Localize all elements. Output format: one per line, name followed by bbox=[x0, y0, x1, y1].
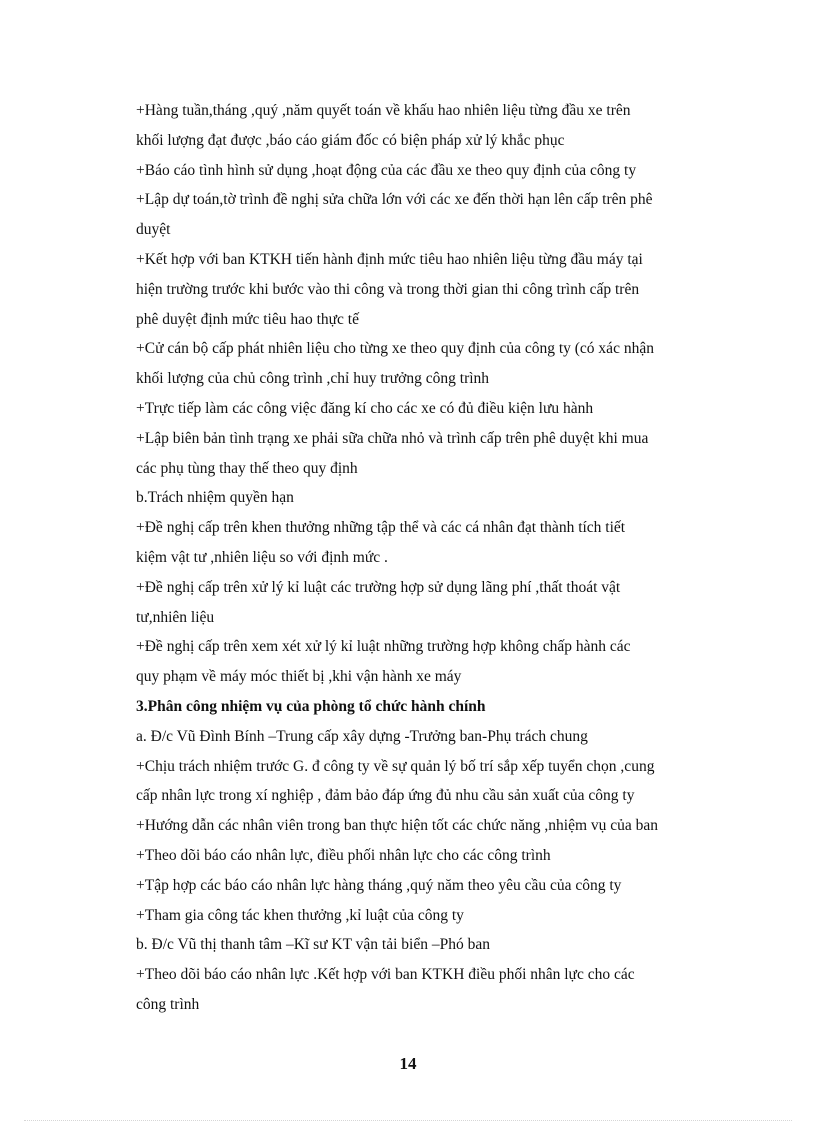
text-line: khối lượng của chủ công trình ,chỉ huy trưởng công trình bbox=[136, 370, 490, 388]
text-line: khối lượng đạt được ,báo cáo giám đốc có biện pháp xử lý khắc phục bbox=[136, 131, 565, 149]
text-line: +Đề nghị cấp trên xem xét xử lý kỉ luật những trường hợp không chấp hành các bbox=[136, 638, 631, 656]
document-body bbox=[136, 96, 736, 1020]
text-line: +Lập biên bản tình trạng xe phải sữa chữa nhỏ và trình cấp trên phê duyệt khi mua bbox=[136, 429, 649, 447]
text-line: +Đề nghị cấp trên khen thưởng những tập thể và các cá nhân đạt thành tích tiết bbox=[136, 519, 626, 537]
text-line: +Theo dõi báo cáo nhân lực .Kết hợp với ban KTKH điều phối nhân lực cho các bbox=[136, 966, 635, 984]
text-line: +Hướng dẫn các nhân viên trong ban thực hiện tốt các chức năng ,nhiệm vụ của ban bbox=[136, 817, 659, 835]
text-line: +Cử cán bộ cấp phát nhiên liệu cho từng xe theo quy định của công ty (có xác nhận bbox=[136, 340, 654, 358]
text-line: +Kết hợp với ban KTKH tiến hành định mức tiêu hao nhiên liệu từng đầu máy tại bbox=[136, 250, 643, 268]
text-line: +Hàng tuần,tháng ,quý ,năm quyết toán về khấu hao nhiên liệu từng đầu xe trên bbox=[136, 102, 631, 119]
text-line: phê duyệt định mức tiêu hao thực tế bbox=[136, 310, 359, 328]
text-line: duyệt bbox=[136, 221, 171, 239]
text-line: hiện trường trước khi bước vào thi công và trong thời gian thi công trình cấp trên bbox=[136, 280, 640, 298]
section-heading: 3.Phân công nhiệm vụ của phòng tổ chức hành chính bbox=[136, 697, 486, 715]
text-line: +Trực tiếp làm các công việc đăng kí cho các xe có đủ điều kiện lưu hành bbox=[136, 399, 594, 417]
text-line: +Tập hợp các báo cáo nhân lực hàng tháng ,quý năm theo yêu cầu của công ty bbox=[136, 876, 622, 894]
text-line: b. Đ/c Vũ thị thanh tâm –Kĩ sư KT vận tải biển –Phó ban bbox=[136, 936, 490, 954]
text-line: +Theo dõi báo cáo nhân lực, điều phối nhân lực cho các công trình bbox=[136, 846, 551, 864]
text-line: quy phạm về máy móc thiết bị ,khi vận hành xe máy bbox=[136, 668, 462, 686]
text-line: +Đề nghị cấp trên xử lý kỉ luật các trường hợp sử dụng lãng phí ,thất thoát vật bbox=[136, 578, 621, 596]
text-line: +Lập dự toán,tờ trình đề nghị sửa chữa lớn với các xe đến thời hạn lên cấp trên phê bbox=[136, 191, 653, 209]
page-bottom-divider bbox=[24, 1120, 792, 1121]
text-line: cấp nhân lực trong xí nghiệp , đảm bảo đáp ứng đủ nhu cầu sản xuất của công ty bbox=[136, 787, 635, 805]
text-line: tư,nhiên liệu bbox=[136, 608, 215, 626]
text-line: +Tham gia công tác khen thưởng ,kỉ luật của công ty bbox=[136, 906, 464, 924]
page-number: 14 bbox=[399, 1054, 417, 1073]
text-line: các phụ tùng thay thế theo quy định bbox=[136, 459, 358, 477]
text-line: kiệm vật tư ,nhiên liệu so với định mức . bbox=[136, 548, 388, 566]
text-line: b.Trách nhiệm quyền hạn bbox=[136, 489, 294, 507]
text-line: a. Đ/c Vũ Đình Bính –Trung cấp xây dựng -Trưởng ban-Phụ trách chung bbox=[136, 727, 588, 745]
text-line: +Báo cáo tình hình sử dụng ,hoạt động của các đầu xe theo quy định của công ty bbox=[136, 161, 637, 179]
text-line: công trình bbox=[136, 995, 200, 1013]
text-line: +Chịu trách nhiệm trước G. đ công ty về sự quản lý bố trí sắp xếp tuyển chọn ,cung bbox=[136, 757, 655, 775]
